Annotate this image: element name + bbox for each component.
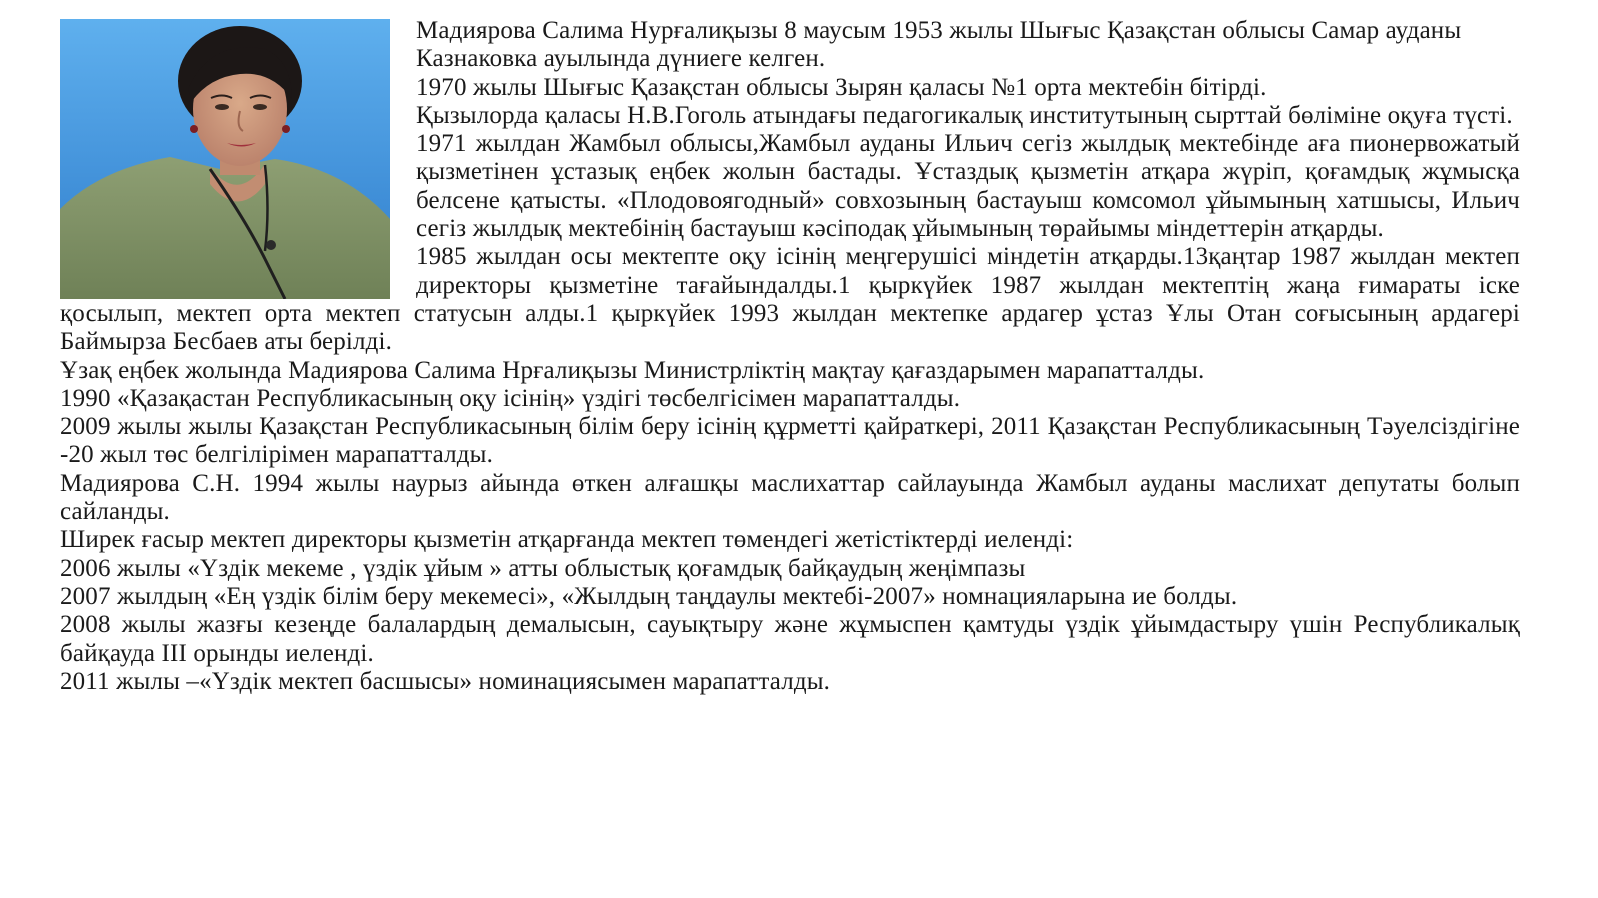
photo-spacer	[60, 17, 416, 299]
paragraph-ministry-award: Ұзақ еңбек жолында Мадиярова Салима Нрғалиқызы Министрліктің мақтау қағаздарымен марапатталды.	[60, 356, 1205, 384]
paragraph-2006: 2006 жылы «Үздік мекеме , үздік ұйым » атты облыстық қоғамдық байқаудың жеңімпазы	[60, 554, 1026, 582]
paragraph-school: 1970 жылы Шығыс Қазақстан облысы Зырян қаласы №1 орта мектебін бітірді.	[416, 73, 1267, 101]
paragraph-birth: Мадиярова Салима Нурғалиқызы 8 маусым 1953 жылы Шығыс Қазақстан облысы Самар ауданы Казнаковка ауылында дүниеге келген.	[416, 17, 1462, 73]
paragraph-director: 1985 жылдан осы мектепте оқу ісінің меңгерушісі міндетін атқарды.13қаңтар 1987 жылдан мектеп директоры қызметіне тағайындалды.1 қыркүйек 1987 жылдан мектептің жаңа ғимараты іске қосылып, мектеп орта мектеп статусын алды.1 қыркүйек 1993 жылдан мектепке ардагер ұстаз Ұлы Отан соғысының ардагері Баймырза Бесбаев аты берілді.	[60, 243, 1520, 356]
paragraph-achievements-intro: Ширек ғасыр мектеп директоры қызметін атқарғанда мектеп төмендегі жетістіктерді иеленді:	[60, 526, 1074, 554]
paragraph-2009-award: 2009 жылы жылы Қазақстан Республикасының білім беру ісінің құрметті қайраткері, 2011 Қазақстан Республикасының Тәуелсіздігіне -20 жыл төс белгілірімен марапатталды.	[60, 413, 1520, 469]
paragraph-2011: 2011 жылы –«Үздік мектеп басшысы» номинациясымен марапатталды.	[60, 667, 831, 695]
paragraph-2008: 2008 жылы жазғы кезеңде балалардың демалысын, сауықтыру және жұмыспен қамтуды үздік ұйымдастыру үшін Республикалық байқауда ІІІ орынды иеленді.	[60, 611, 1520, 667]
paragraph-2007: 2007 жылдың «Ең үздік білім беру мекемесі», «Жылдың таңдаулы мектебі-2007» номнацияларына ие болды.	[60, 582, 1238, 610]
biography-text	[60, 17, 1520, 696]
paragraph-1990-award: 1990 «Қазақастан Республикасының оқу ісінің» үздігі төсбелгісімен марапатталды.	[60, 384, 961, 412]
paragraph-deputy: Мадиярова С.Н. 1994 жылы наурыз айында өткен алғашқы маслихаттар сайлауында Жамбыл ауданы маслихат депутаты болып сайланды.	[60, 469, 1520, 526]
paragraph-career-start: 1971 жылдан Жамбыл облысы,Жамбыл ауданы Ильич сегіз жылдық мектебінде аға пионервожатый қызметінен ұстазық еңбек жолын бастады. Ұстаздық қызметін атқара жүріп, қоғамдық жұмысқа белсене қатысты. «Плодовоягодный» совхозының бастауыш комсомол ұйымының хатшысы, Ильич сегіз жылдық мектебінің бастауыш кәсіподақ ұйымының төрайымы міндеттерін атқарды.	[416, 130, 1520, 243]
paragraph-institute: Қызылорда қаласы Н.В.Гоголь атындағы педагогикалық институтының сырттай бөліміне оқуға түсті.	[416, 101, 1513, 129]
